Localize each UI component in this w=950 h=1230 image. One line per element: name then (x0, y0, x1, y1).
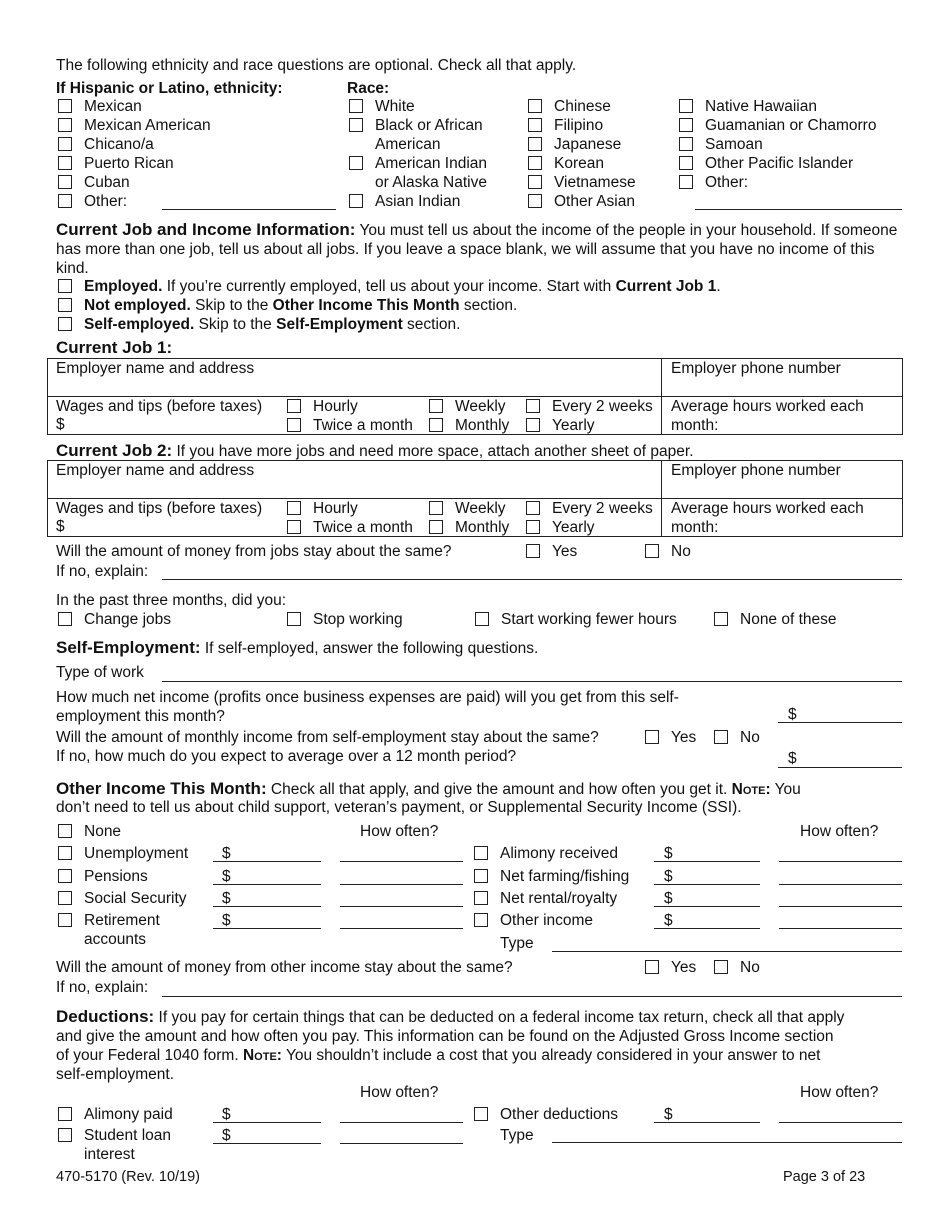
job1-weekly-label: Weekly (455, 398, 506, 415)
race-korean-checkbox[interactable] (528, 156, 542, 170)
self-same-no-label: No (740, 729, 760, 746)
how-often-left-header: How often? (360, 823, 439, 840)
dollar-sign: $ (664, 845, 673, 862)
job2-monthly-checkbox[interactable] (429, 520, 443, 534)
dollar-sign: $ (222, 912, 231, 929)
self-same-yes-label: Yes (671, 729, 697, 746)
other-income-left-label: Unemployment (84, 845, 189, 862)
other-deductions-checkbox[interactable] (474, 1107, 488, 1121)
student-loan-how-often-input[interactable] (340, 1143, 463, 1144)
self-same-question: Will the amount of monthly income from self-employment stay about the same? (56, 729, 599, 746)
current-job-info-paragraph (56, 220, 906, 278)
past-three-option: Start working fewer hours (501, 611, 677, 628)
other-income-heading: Other Income This Month: (56, 779, 267, 798)
race-option: Japanese (554, 136, 622, 153)
intro-text: The following ethnicity and race questions are optional. Check all that apply. (56, 57, 577, 74)
pensions-checkbox[interactable] (58, 869, 72, 883)
self-same-no-checkbox[interactable] (714, 730, 728, 744)
ethnicity-heading: If Hispanic or Latino, ethnicity: (56, 80, 283, 97)
retirement-accounts-label: accounts (84, 931, 147, 948)
jobs-explain-label: If no, explain: (56, 563, 149, 580)
net-income-question-2: employment this month? (56, 708, 225, 725)
job2-yearly-checkbox[interactable] (526, 520, 540, 534)
job2-note: If you have more jobs and need more space, attach another sheet of paper. (176, 443, 694, 460)
race-chinese-checkbox[interactable] (528, 99, 542, 113)
other-income-right-label: Other income (500, 912, 594, 929)
race-japanese-checkbox[interactable] (528, 137, 542, 151)
retirement-amount-input[interactable] (213, 928, 321, 929)
deductions-line-1 (56, 1008, 844, 1027)
past-three-option: Change jobs (84, 611, 172, 628)
other-same-yes-checkbox[interactable] (645, 960, 659, 974)
type-of-work-label: Type of work (56, 664, 144, 681)
race-asian-indian-checkbox[interactable] (349, 194, 363, 208)
dollar-sign: $ (664, 1106, 673, 1123)
jobs-same-yes-label: Yes (552, 543, 578, 560)
other-none-checkbox[interactable] (58, 824, 72, 838)
other-same-no-label: No (740, 959, 760, 976)
other-explain-input[interactable] (162, 996, 902, 997)
other-income-how-often-input[interactable] (779, 928, 902, 929)
job1-dollar: $ (56, 416, 65, 433)
job1-employer-name-label: Employer name and address (56, 360, 255, 377)
race-option: Other Pacific Islander (705, 155, 854, 172)
deductions-line-2: and give the amount and how often you pay. This information can be found on the Adjusted Gross Income section (56, 1028, 834, 1045)
alimony-received-amount-input[interactable] (654, 861, 760, 862)
other-same-question: Will the amount of money from other income stay about the same? (56, 959, 513, 976)
race-option: Korean (554, 155, 604, 172)
job2-heading: Current Job 2: (56, 441, 173, 460)
job1-employer-phone-label: Employer phone number (671, 360, 841, 377)
deductions-text-3b: You shouldn’t include a cost that you already considered in your answer to net (285, 1047, 821, 1064)
other-deductions-label: Other deductions (500, 1106, 619, 1123)
other-income-right-label: Net farming/fishing (500, 868, 630, 885)
dollar-sign: $ (664, 868, 673, 885)
other-deductions-amount-input[interactable] (654, 1122, 760, 1123)
race-option: Black or African (375, 117, 483, 134)
other-none-label: None (84, 823, 122, 840)
race-option: or Alaska Native (375, 174, 487, 191)
other-income-checkbox[interactable] (474, 913, 488, 927)
dollar-sign: $ (664, 912, 673, 929)
race-option: Chinese (554, 98, 611, 115)
race-other-asian-checkbox[interactable] (528, 194, 542, 208)
page-number: Page 3 of 23 (783, 1169, 866, 1185)
race-american-indian-checkbox[interactable] (349, 156, 363, 170)
race-other-pacific-checkbox[interactable] (679, 156, 693, 170)
job1-monthly-checkbox[interactable] (429, 418, 443, 432)
not-employed-checkbox[interactable] (58, 298, 72, 312)
student-loan-amount-input[interactable] (213, 1143, 321, 1144)
race-option: White (375, 98, 415, 115)
dollar-sign: $ (222, 890, 231, 907)
race-heading: Race: (347, 80, 390, 97)
none-of-these-checkbox[interactable] (714, 612, 728, 626)
self-average-input[interactable] (778, 767, 902, 768)
how-often-right-header: How often? (800, 823, 879, 840)
self-average-question: If no, how much do you expect to average over a 12 month period? (56, 748, 517, 765)
other-explain-label: If no, explain: (56, 979, 149, 996)
other-deductions-type-label: Type (500, 1127, 534, 1144)
race-guamanian-checkbox[interactable] (679, 118, 693, 132)
jobs-same-question: Will the amount of money from jobs stay about the same? (56, 543, 452, 560)
job2-row-divider (47, 498, 903, 499)
jobs-same-yes-checkbox[interactable] (526, 544, 540, 558)
self-employed-checkbox[interactable] (58, 317, 72, 331)
job2-monthly-label: Monthly (455, 519, 510, 536)
job1-wages-label: Wages and tips (before taxes) (56, 398, 263, 415)
alimony-paid-amount-input[interactable] (213, 1122, 321, 1123)
race-option: Native Hawaiian (705, 98, 817, 115)
job1-heading: Current Job 1: (56, 338, 173, 357)
deductions-note-label: Note: (242, 1047, 282, 1064)
change-jobs-checkbox[interactable] (58, 612, 72, 626)
job2-hourly-checkbox[interactable] (287, 501, 301, 515)
deductions-line-4: self-employment. (56, 1066, 175, 1083)
past-three-option: Stop working (313, 611, 403, 628)
jobs-explain-input[interactable] (162, 579, 902, 580)
net-rental-checkbox[interactable] (474, 891, 488, 905)
job2-month-label: month: (671, 519, 719, 536)
race-vietnamese-checkbox[interactable] (528, 175, 542, 189)
other-income-left-label: Social Security (84, 890, 187, 907)
pensions-amount-input[interactable] (213, 884, 321, 885)
job2-twice-month-label: Twice a month (313, 519, 413, 536)
net-income-input[interactable] (778, 722, 902, 723)
type-of-work-input[interactable] (162, 681, 902, 682)
retirement-checkbox[interactable] (58, 913, 72, 927)
dollar-sign: $ (222, 868, 231, 885)
retirement-how-often-input[interactable] (340, 928, 463, 929)
other-same-no-checkbox[interactable] (714, 960, 728, 974)
social-security-checkbox[interactable] (58, 891, 72, 905)
deductions-how-often-right: How often? (800, 1084, 879, 1101)
alimony-paid-label: Alimony paid (84, 1106, 173, 1123)
self-employment-text: If self-employed, answer the following questions. (204, 640, 539, 657)
current-job-info-heading: Current Job and Income Information: (56, 220, 356, 239)
form-number: 470-5170 (Rev. 10/19) (56, 1169, 201, 1185)
dollar-sign: $ (222, 1127, 231, 1144)
other-income-line-1 (56, 780, 801, 799)
ethnicity-option: Mexican (84, 98, 142, 115)
job2-weekly-checkbox[interactable] (429, 501, 443, 515)
other-income-right-label: Alimony received (500, 845, 619, 862)
race-option: Filipino (554, 117, 604, 134)
self-average-dollar: $ (788, 750, 797, 767)
self-employed-option: Self-employed. Skip to the Self-Employment section. (84, 316, 461, 333)
employed-option: Employed. If you’re currently employed, tell us about your income. Start with Current Job 1. (84, 278, 721, 295)
jobs-same-no-label: No (671, 543, 691, 560)
job1-every2-checkbox[interactable] (526, 399, 540, 413)
jobs-same-no-checkbox[interactable] (645, 544, 659, 558)
dollar-sign: $ (222, 845, 231, 862)
job2-wages-label: Wages and tips (before taxes) (56, 500, 263, 517)
ethnicity-option: Puerto Rican (84, 155, 174, 172)
other-income-left-label: Retirement (84, 912, 160, 929)
other-deductions-how-often-input[interactable] (779, 1122, 902, 1123)
race-other-checkbox[interactable] (679, 175, 693, 189)
race-native-hawaiian-checkbox[interactable] (679, 99, 693, 113)
social-security-how-often-input[interactable] (340, 906, 463, 907)
other-income-text-cont: You (774, 781, 801, 798)
other-income-note-label: Note: (731, 781, 771, 798)
job2-dollar: $ (56, 518, 65, 535)
job1-monthly-label: Monthly (455, 417, 510, 434)
alimony-received-how-often-input[interactable] (779, 861, 902, 862)
dollar-sign: $ (222, 1106, 231, 1123)
job2-heading-line (56, 442, 694, 461)
current-job-info-text: You must tell us about the income of the people in your household. If someone has more than one job, tell us about all jobs. If you leave a space blank, we will assume that you have no income of this kind. (56, 222, 898, 277)
pensions-how-often-input[interactable] (340, 884, 463, 885)
ethnicity-option: Mexican American (84, 117, 211, 134)
race-other-input[interactable] (695, 209, 902, 210)
self-employment-line (56, 639, 538, 658)
job1-row-divider (47, 396, 903, 397)
student-loan-interest-label: interest (84, 1146, 135, 1163)
job2-every2-label: Every 2 weeks (552, 500, 653, 517)
stop-working-checkbox[interactable] (287, 612, 301, 626)
unemployment-how-often-input[interactable] (340, 861, 463, 862)
job2-employer-name-label: Employer name and address (56, 462, 255, 479)
net-income-question-1: How much net income (profits once business expenses are paid) will you get from this self- (56, 689, 679, 706)
job2-hourly-label: Hourly (313, 500, 358, 517)
job1-weekly-checkbox[interactable] (429, 399, 443, 413)
deductions-line-3 (56, 1047, 820, 1065)
self-employment-heading: Self-Employment: (56, 638, 201, 657)
ethnicity-mexican-checkbox[interactable] (58, 99, 72, 113)
net-income-dollar: $ (788, 706, 797, 723)
other-income-type-label: Type (500, 935, 534, 952)
ethnicity-mexican-american-checkbox[interactable] (58, 118, 72, 132)
job1-twice-month-checkbox[interactable] (287, 418, 301, 432)
unemployment-amount-input[interactable] (213, 861, 321, 862)
ethnicity-option: Chicano/a (84, 136, 154, 153)
race-option: Vietnamese (554, 174, 636, 191)
other-income-line-2: don’t need to tell us about child support, veteran’s payment, or Supplemental Security Income (SSI). (56, 799, 742, 816)
job2-yearly-label: Yearly (552, 519, 595, 536)
race-option: American (375, 136, 441, 153)
other-income-text: Check all that apply, and give the amount and how often you get it. (270, 781, 728, 798)
alimony-received-checkbox[interactable] (474, 846, 488, 860)
not-employed-option: Not employed. Skip to the Other Income This Month section. (84, 297, 518, 314)
race-option: American Indian (375, 155, 488, 172)
past-three-question: In the past three months, did you: (56, 592, 287, 609)
unemployment-checkbox[interactable] (58, 846, 72, 860)
ethnicity-puerto-rican-checkbox[interactable] (58, 156, 72, 170)
job1-avg-hours-label: Average hours worked each (671, 398, 864, 415)
race-white-checkbox[interactable] (349, 99, 363, 113)
other-same-yes-label: Yes (671, 959, 697, 976)
job1-every2-label: Every 2 weeks (552, 398, 653, 415)
job1-yearly-checkbox[interactable] (526, 418, 540, 432)
other-income-right-label: Net rental/royalty (500, 890, 618, 907)
other-income-type-input[interactable] (552, 951, 902, 952)
alimony-paid-checkbox[interactable] (58, 1107, 72, 1121)
social-security-amount-input[interactable] (213, 906, 321, 907)
other-income-left-label: Pensions (84, 868, 148, 885)
job1-hourly-checkbox[interactable] (287, 399, 301, 413)
alimony-paid-how-often-input[interactable] (340, 1122, 463, 1123)
job2-employer-phone-label: Employer phone number (671, 462, 841, 479)
deductions-heading: Deductions: (56, 1007, 155, 1026)
net-farming-checkbox[interactable] (474, 869, 488, 883)
race-option: Asian Indian (375, 193, 461, 210)
job1-yearly-label: Yearly (552, 417, 595, 434)
net-farming-how-often-input[interactable] (779, 884, 902, 885)
race-option: Guamanian or Chamorro (705, 117, 877, 134)
ethnicity-other-checkbox[interactable] (58, 194, 72, 208)
fewer-hours-checkbox[interactable] (475, 612, 489, 626)
student-loan-checkbox[interactable] (58, 1128, 72, 1142)
past-three-option: None of these (740, 611, 837, 628)
job2-twice-month-checkbox[interactable] (287, 520, 301, 534)
job1-col-divider (661, 358, 662, 435)
race-samoan-checkbox[interactable] (679, 137, 693, 151)
deductions-how-often-left: How often? (360, 1084, 439, 1101)
job2-weekly-label: Weekly (455, 500, 506, 517)
race-option: Samoan (705, 136, 763, 153)
job2-col-divider (661, 460, 662, 537)
dollar-sign: $ (664, 890, 673, 907)
race-option: Other Asian (554, 193, 635, 210)
deductions-text: If you pay for certain things that can be deducted on a federal income tax return, check all that apply (158, 1009, 845, 1026)
other-income-amount-input[interactable] (654, 928, 760, 929)
ethnicity-option: Cuban (84, 174, 130, 191)
ethnicity-chicano-checkbox[interactable] (58, 137, 72, 151)
job2-every2-checkbox[interactable] (526, 501, 540, 515)
job1-month-label: month: (671, 417, 719, 434)
employed-checkbox[interactable] (58, 279, 72, 293)
job1-hourly-label: Hourly (313, 398, 358, 415)
race-option: Other: (705, 174, 749, 191)
deductions-text-3a: of your Federal 1040 form. (56, 1047, 239, 1064)
net-rental-how-often-input[interactable] (779, 906, 902, 907)
ethnicity-cuban-checkbox[interactable] (58, 175, 72, 189)
job2-avg-hours-label: Average hours worked each (671, 500, 864, 517)
job1-twice-month-label: Twice a month (313, 417, 413, 434)
net-rental-amount-input[interactable] (654, 906, 760, 907)
net-farming-amount-input[interactable] (654, 884, 760, 885)
ethnicity-option: Other: (84, 193, 128, 210)
ethnicity-other-input[interactable] (162, 209, 336, 210)
self-same-yes-checkbox[interactable] (645, 730, 659, 744)
race-filipino-checkbox[interactable] (528, 118, 542, 132)
race-black-checkbox[interactable] (349, 118, 363, 132)
student-loan-label: Student loan (84, 1127, 172, 1144)
other-deductions-type-input[interactable] (552, 1142, 902, 1143)
